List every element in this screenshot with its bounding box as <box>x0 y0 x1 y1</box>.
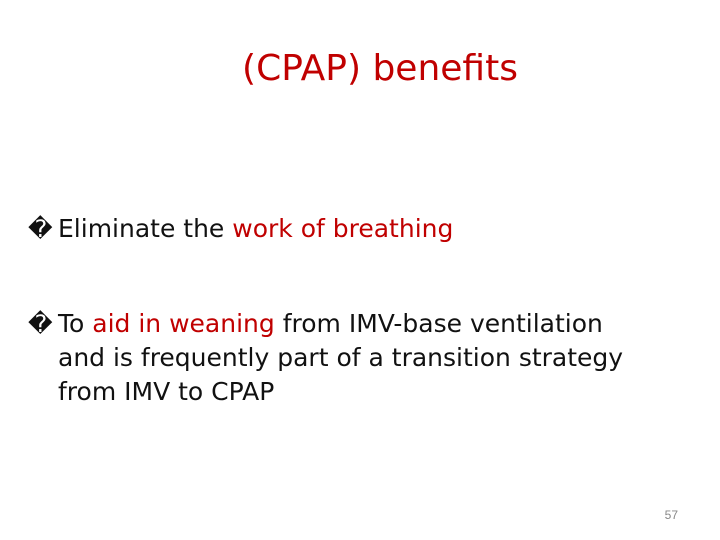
bullet-continuation: from IMV to CPAP <box>58 377 275 406</box>
highlighted-phrase: work of breathing <box>232 214 454 243</box>
bullet-text: Eliminate the <box>58 214 233 243</box>
bullet-text: To <box>58 309 93 338</box>
page-number: 57 <box>664 508 678 522</box>
bullet-text: from IMV-base ventilation <box>274 309 603 338</box>
bullet-item-2 <box>28 307 678 409</box>
bullet-continuation: and is frequently part of a transition strategy <box>58 343 624 372</box>
slide-title: (CPAP) benefits <box>242 48 518 89</box>
bullet-icon: � <box>28 310 53 338</box>
highlighted-phrase: aid in weaning <box>92 309 275 338</box>
bullet-item-1 <box>28 212 678 246</box>
bullet-icon: � <box>28 215 53 243</box>
